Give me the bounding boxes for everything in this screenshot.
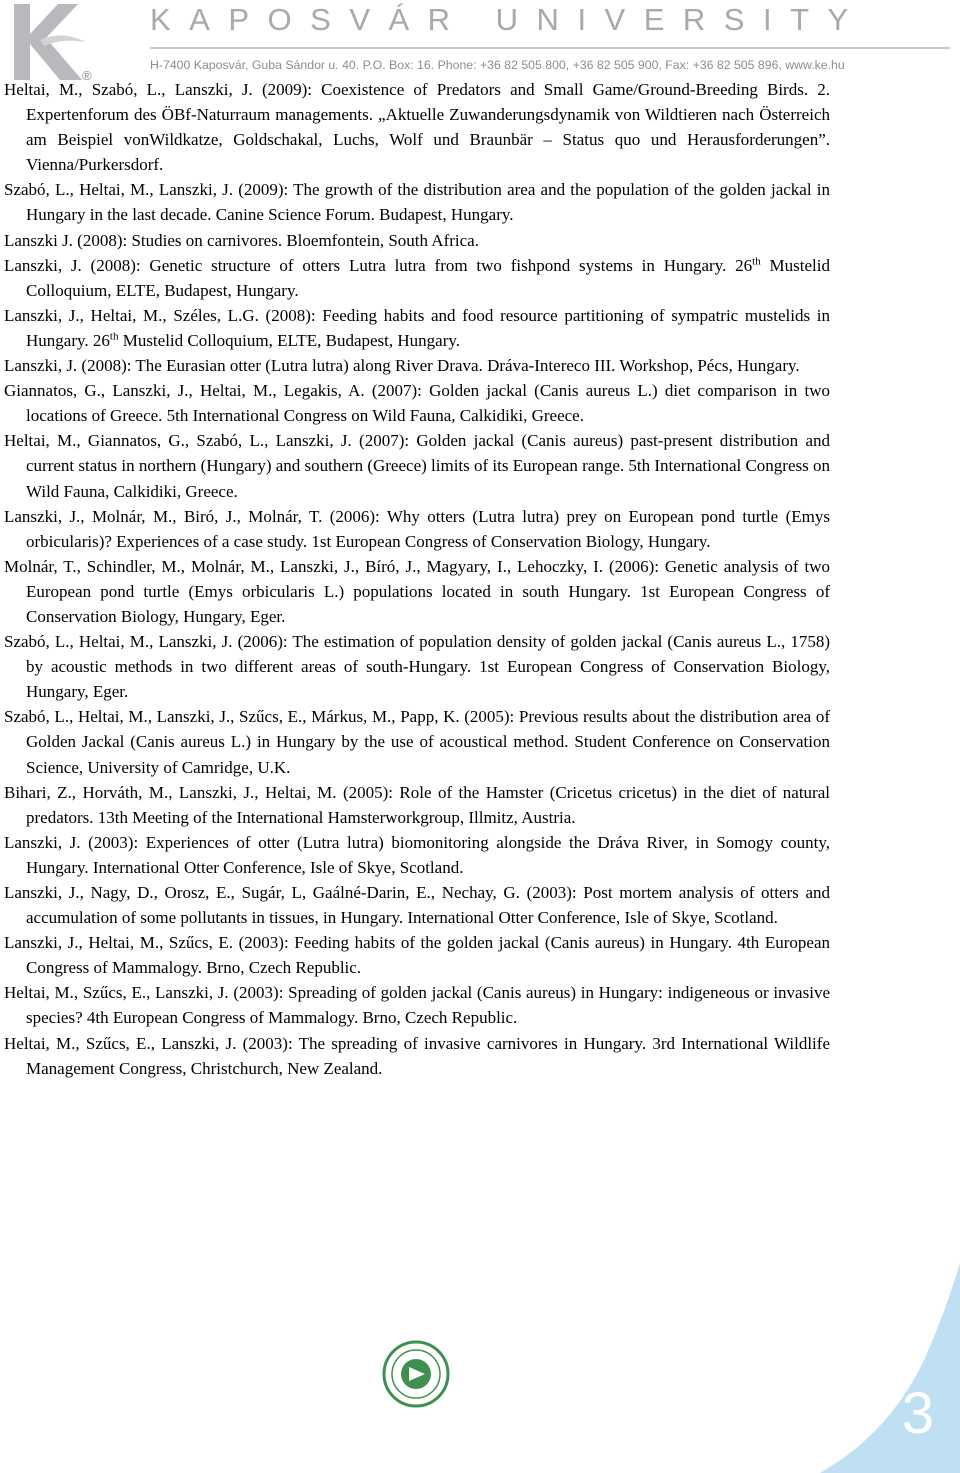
- reference-item: Lanszki, J., Heltai, M., Szűcs, E. (2003): Feeding habits of the golden jackal (Canis aureus) in Hungary. 4th European Congress of Mammalogy. Brno, Czech Republic.: [4, 933, 830, 978]
- university-address: H-7400 Kaposvár, Guba Sándor u. 40. P.O. Box: 16. Phone: +36 82 505 800, +36 82 505 900, Fax: +36 82 505 896, www.ke.hu: [150, 58, 845, 72]
- reference-item: Lanszki, J., Nagy, D., Orosz, E., Sugár, L, Gaálné-Darin, E., Nechay, G. (2003): Post mortem analysis of otters and accumulation of some pollutants in tissues, in Hungary. International Otter Conference, Isle of Skye, Scotland.: [4, 883, 830, 928]
- registered-mark: ®: [82, 68, 92, 83]
- ordinal-suffix: th: [109, 330, 119, 343]
- reference-text: Lanszki, J., Heltai, M., Széles, L.G. (2008): Feeding habits and food resource partitioning of sympatric mustelids in Hungary. 26: [4, 305, 830, 350]
- corner-decoration: [820, 1263, 960, 1473]
- reference-list: [4, 77, 830, 1081]
- reference-item: Lanszki, J. (2003): Experiences of otter (Lutra lutra) biomonitoring alongside the Dráva River, in Somogy county, Hungary. International Otter Conference, Isle of Skye, Scotland.: [4, 832, 830, 877]
- reference-item: Molnár, T., Schindler, M., Molnár, M., Lanszki, J., Bíró, J., Magyary, I., Lehoczky, I. (2006): Genetic analysis of two European pond turtle (Emys orbicularis L.) populations located in south Hungary. 1st European Congress of Conservation Biology, Hungary, Eger.: [4, 556, 830, 626]
- reference-item: Heltai, M., Szűcs, E., Lanszki, J. (2003): Spreading of golden jackal (Canis aureus) in Hungary: indigeneous or invasive species? 4th European Congress of Mammalogy. Brno, Czech Republic.: [4, 983, 830, 1028]
- reference-item: Szabó, L., Heltai, M., Lanszki, J. (2006): The estimation of population density of golden jackal (Canis aureus L., 1758) by acoustic methods in two different areas of south-Hungary. 1st European Congress of Conservation Biology, Hungary, Eger.: [4, 632, 830, 702]
- reference-item: Heltai, M., Szabó, L., Lanszki, J. (2009): Coexistence of Predators and Small Game/Ground-Breeding Birds. 2. Expertenforum des ÖBf-Naturraum managements. „Aktuelle Zuwanderungsdynamik von Wildtieren nach Österreich am Beispiel vonWildkatze, Goldschakal, Luchs, Wolf und Braunbär – Status quo und Herausforderungen”. Vienna/Purkersdorf.: [4, 80, 830, 175]
- reference-item: Lanszki J. (2008): Studies on carnivores. Bloemfontein, South Africa.: [4, 230, 479, 250]
- reference-item: Heltai, M., Giannatos, G., Szabó, L., Lanszki, J. (2007): Golden jackal (Canis aureus) past-present distribution and current status in northern (Hungary) and southern (Greece) limits of its European range. 5th International Congress on Wild Fauna, Calkidiki, Greece.: [4, 431, 830, 501]
- reference-item: Szabó, L., Heltai, M., Lanszki, J., Szűcs, E., Márkus, M., Papp, K. (2005): Previous results about the distribution area of Golden Jackal (Canis aureus L.) in Hungary by the use of acoustical method. Student Conference on Conservation Science, University of Camridge, U.K.: [4, 707, 830, 777]
- reference-item: Lanszki, J., Molnár, M., Biró, J., Molnár, T. (2006): Why otters (Lutra lutra) prey on European pond turtle (Emys orbicularis)? Experiences of a case study. 1st European Congress of Conservation Biology, Hungary.: [4, 506, 830, 551]
- page-header: [0, 0, 960, 84]
- page-number: 3: [901, 1381, 934, 1446]
- reference-item: Bihari, Z., Horváth, M., Lanszki, J., Heltai, M. (2005): Role of the Hamster (Cricetus cricetus) in the diet of natural predators. 13th Meeting of the International Hamsterworkgroup, Illmitz, Austria.: [4, 782, 830, 827]
- university-logo: [0, 0, 110, 84]
- certification-seal-icon: [382, 1340, 450, 1408]
- ordinal-suffix: th: [752, 255, 761, 267]
- reference-item: [4, 303, 830, 353]
- reference-item: Giannatos, G., Lanszki, J., Heltai, M., Legakis, A. (2007): Golden jackal (Canis aureus L.) diet comparison in two locations of Greece. 5th International Congress on Wild Fauna, Calkidiki, Greece.: [4, 381, 830, 426]
- reference-item: Heltai, M., Szűcs, E., Lanszki, J. (2003): The spreading of invasive carnivores in Hungary. 3rd International Wildlife Management Congress, Christchurch, New Zealand.: [4, 1033, 830, 1078]
- reference-item: [4, 253, 830, 303]
- reference-text: Mustelid Colloquium, ELTE, Budapest, Hungary.: [26, 255, 830, 300]
- reference-text: Mustelid Colloquium, ELTE, Budapest, Hungary.: [118, 330, 461, 350]
- header-divider: [150, 47, 950, 49]
- corner-accent-shape: [820, 1263, 960, 1473]
- reference-text: Lanszki, J. (2008): Genetic structure of otters Lutra lutra from two fishpond systems in Hungary. 26: [4, 255, 753, 275]
- university-name: KAPOSVÁR UNIVERSITY: [150, 2, 867, 37]
- reference-item: Lanszki, J. (2008): The Eurasian otter (Lutra lutra) along River Drava. Dráva-Intereco III. Workshop, Pécs, Hungary.: [4, 356, 800, 376]
- reference-item: Szabó, L., Heltai, M., Lanszki, J. (2009): The growth of the distribution area and the population of the golden jackal in Hungary in the last decade. Canine Science Forum. Budapest, Hungary.: [4, 180, 830, 225]
